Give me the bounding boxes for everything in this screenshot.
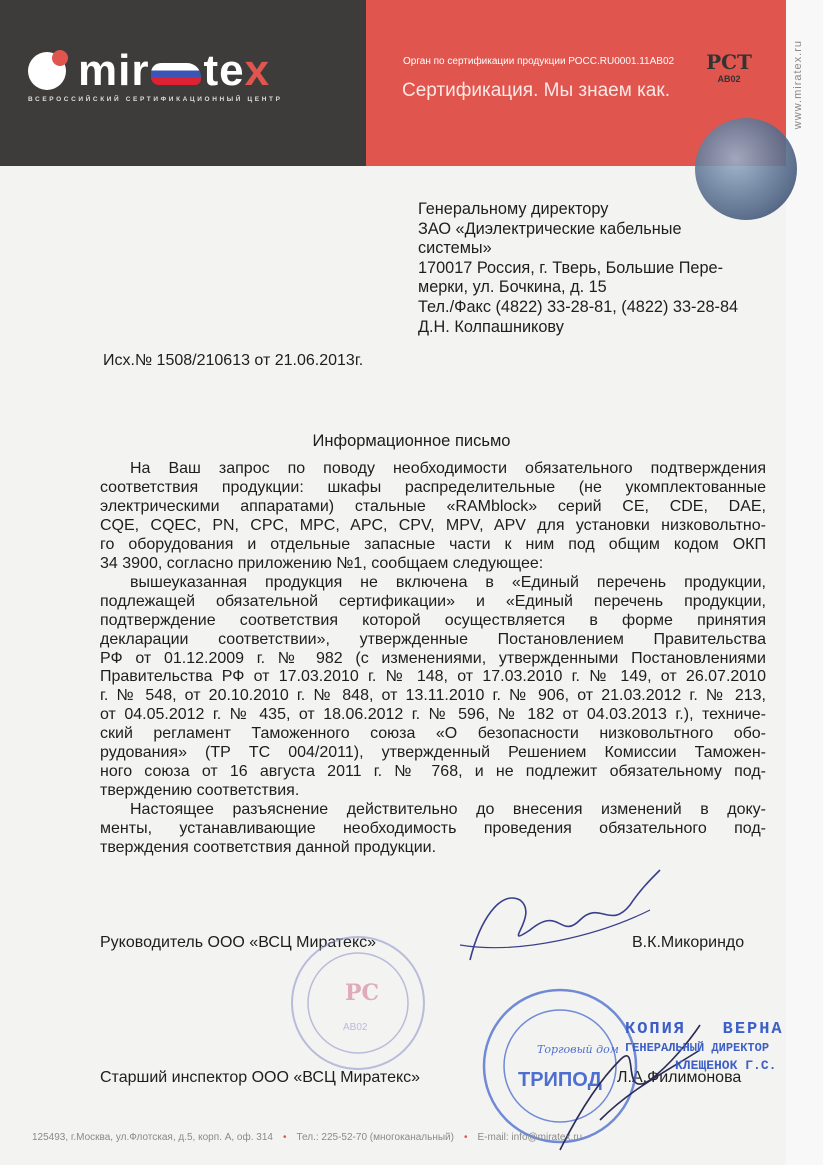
head-title: Руководитель ООО «ВСЦ Миратекс» bbox=[100, 934, 377, 951]
pct-logo-icon: РСТ bbox=[706, 50, 752, 74]
bullet-icon: • bbox=[463, 1132, 468, 1143]
certification-stamp bbox=[292, 937, 424, 1069]
copy-position: ГЕНЕРАЛЬНЫЙ ДИРЕКТОР bbox=[625, 1041, 770, 1055]
addressee-line: 170017 Россия, г. Тверь, Большие Пере- bbox=[418, 258, 724, 277]
body-line: ного союза от 16 августа 2011 г. № 768, и не подлежит обязательному под- bbox=[100, 763, 766, 781]
body-line: вышеуказанная продукция не включена в «Единый перечень продукции, bbox=[130, 573, 766, 591]
stamp-company-name: Торговый дом bbox=[537, 1043, 619, 1056]
body-line: рудования» (ТР ТС 004/2011), утвержденный Решением Комиссии Таможен- bbox=[100, 744, 766, 762]
body-line: от 04.05.2012 г. № 435, от 18.06.2012 г. № 596, № 182 от 04.03.2013 г.), техниче- bbox=[100, 706, 766, 724]
body-line: CQE, CQEC, PN, CPC, MPC, APC, CPV, MPV, APV для установки низковольтно- bbox=[100, 516, 766, 534]
addressee-line: Тел./Факс (4822) 33-28-81, (4822) 33-28-84 bbox=[418, 297, 739, 316]
body-line: го оборудования и отдельные запасные части к ним под общим кодом ОКП bbox=[100, 535, 766, 553]
body-line: На Ваш запрос по поводу необходимости обязательного подтверждения bbox=[130, 460, 766, 477]
inspector-name: Л.А.Филимонова bbox=[617, 1069, 742, 1086]
body-line: Правительства РФ от 17.03.2010 г. № 148, от 17.03.2010 г. № 149, от 26.07.2010 bbox=[100, 668, 766, 686]
miratex-logo bbox=[28, 46, 270, 96]
copy-name: КЛЕЩЕНОК Г.С. bbox=[675, 1058, 777, 1073]
body-line: тверждению соответствия. bbox=[100, 782, 300, 800]
certification-body-id: Орган по сертификации продукции РОСС.RU0001.11АВ02 bbox=[403, 56, 675, 67]
signature-head-tail bbox=[460, 910, 650, 948]
logo-wordmark: mir tex bbox=[78, 46, 271, 95]
body-line: менты, устанавливающие необходимость проведения обязательного под- bbox=[100, 820, 766, 838]
footer-address: 125493, г.Москва, ул.Флотская, д.5, корп. А, оф. 314 bbox=[32, 1132, 273, 1143]
body-line: ский регламент Таможенного союза «О безопасности низковольтного обо- bbox=[100, 725, 766, 743]
body-line: тверждения соответствия данной продукции. bbox=[100, 839, 437, 857]
footer-email: E-mail: info@miratex.ru bbox=[477, 1132, 583, 1143]
website-vertical: www.miratex.ru bbox=[792, 40, 804, 130]
company-stamp bbox=[484, 990, 636, 1142]
body-line: подтверждение соответствия которой осуществляется в форме принятия bbox=[100, 611, 766, 629]
inspector-title: Старший инспектор ООО «ВСЦ Миратекс» bbox=[100, 1069, 421, 1086]
addressee-line: системы» bbox=[418, 239, 492, 258]
stamp-code: АВ02 bbox=[343, 1022, 368, 1033]
footer bbox=[32, 1132, 582, 1143]
letter-title: Информационное письмо bbox=[312, 432, 511, 450]
body-line: Настоящее разъяснение действительно до внесения изменений в доку- bbox=[130, 801, 766, 819]
body-line: 34 3900, согласно приложению №1, сообщаем следующее: bbox=[100, 554, 544, 572]
bullet-icon: • bbox=[282, 1132, 287, 1143]
copy-certified-stamp bbox=[625, 1020, 784, 1073]
russia-map-icon bbox=[151, 63, 201, 85]
stamp-company-logo: ТРИПОД bbox=[518, 1069, 602, 1091]
addressee-line: Генеральному директору bbox=[418, 200, 609, 218]
addressee-line: Д.Н. Колпашникову bbox=[418, 317, 564, 336]
addressee-block bbox=[418, 200, 738, 337]
head-name: В.К.Микориндо bbox=[632, 934, 745, 951]
addressee-line: мерки, ул. Бочкина, д. 15 bbox=[418, 278, 607, 297]
logo-circle-icon bbox=[28, 52, 66, 90]
pct-mark bbox=[706, 50, 752, 84]
addressee-line: ЗАО «Диэлектрические кабельные bbox=[418, 219, 682, 238]
slogan: Сертификация. Мы знаем как. bbox=[402, 80, 670, 101]
body-line: декларации соответствии», утвержденные Постановлением Правительства bbox=[100, 630, 766, 648]
pct-stamp-logo: РС bbox=[345, 980, 380, 1006]
outgoing-reference: Исх.№ 1508/210613 от 21.06.2013г. bbox=[103, 352, 364, 369]
letter-body bbox=[100, 460, 766, 858]
body-line: РФ от 01.12.2009 г. № 982 (с изменениями, утвержденными Постановлениями bbox=[100, 649, 766, 667]
pct-code: АВ02 bbox=[717, 74, 741, 84]
footer-phone: Тел.: 225-52-70 (многоканальный) bbox=[296, 1132, 454, 1143]
copy-certified-text: КОПИЯ ВЕРНА bbox=[625, 1020, 784, 1039]
body-line: г. № 548, от 20.10.2010 г. № 848, от 13.11.2010 г. № 906, от 21.03.2012 г. № 213, bbox=[100, 687, 766, 705]
body-line: электрическими аппаратами) стальные «RAMblock» серий CE, CDE, DAE, bbox=[100, 497, 766, 515]
body-line: подлежащей обязательной сертификации» и «Единый перечень продукции, bbox=[100, 592, 766, 610]
body-line: соответствия продукции: шкафы распределительные (не укомплектованные bbox=[100, 478, 766, 496]
logo-subtitle: ВСЕРОССИЙСКИЙ СЕРТИФИКАЦИОННЫЙ ЦЕНТР bbox=[28, 96, 283, 103]
